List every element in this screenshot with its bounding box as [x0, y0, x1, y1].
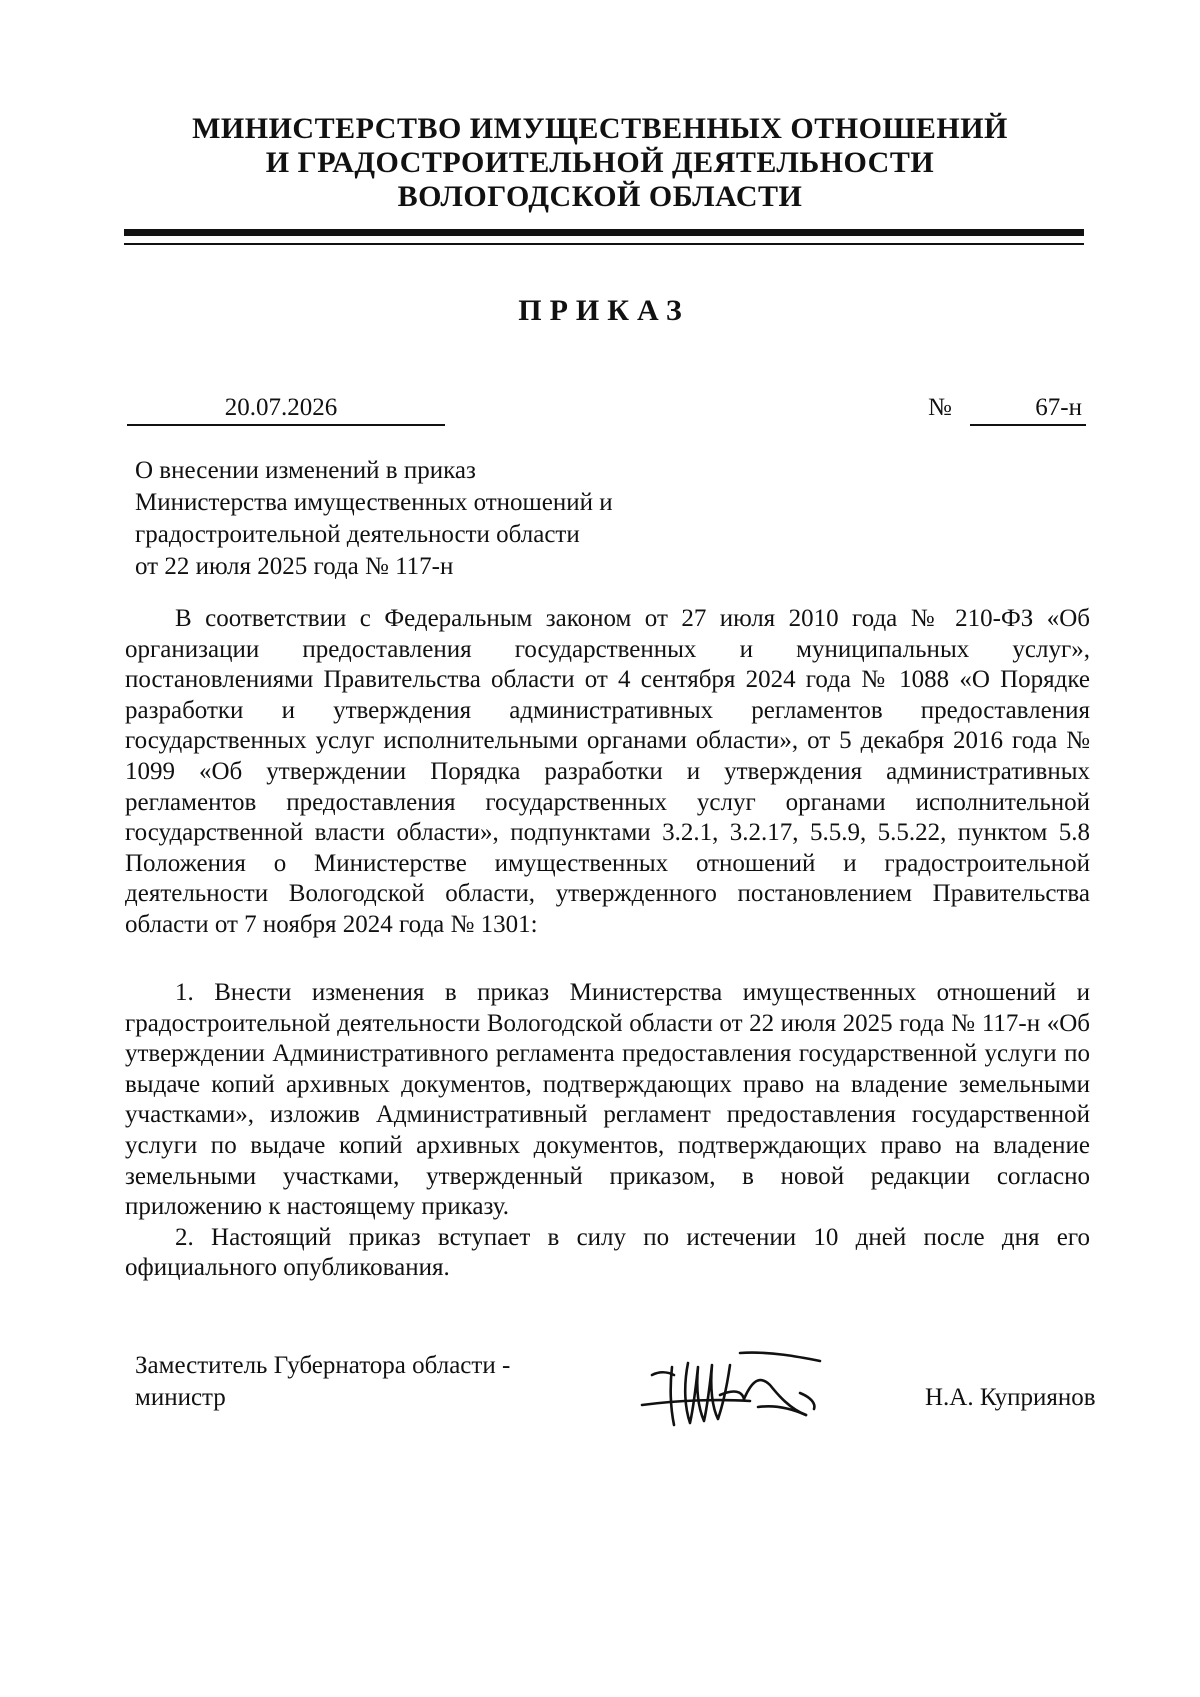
document-type-title: ПРИКАЗ	[518, 294, 690, 327]
ministry-header-line: ВОЛОГОДСКОЙ ОБЛАСТИ	[397, 180, 803, 213]
order-items	[125, 978, 1090, 1284]
signatory-position	[135, 1350, 510, 1414]
signatory-position-line: Заместитель Губернатора области -	[135, 1352, 511, 1379]
header-divider-thin	[124, 243, 1084, 245]
order-number-label: №	[928, 394, 952, 421]
ministry-header	[120, 112, 1080, 214]
signer-name: Н.А. Куприянов	[925, 1384, 1096, 1411]
signatory-position-line: министр	[135, 1384, 226, 1411]
order-item: 2. Настоящий приказ вступает в силу по истечении 10 дней после дня его официального опубликования.	[125, 1223, 1090, 1282]
order-subject-line: Министерства имущественных отношений и	[135, 489, 613, 516]
preamble-paragraph: В соответствии с Федеральным законом от 27 июля 2010 года № 210-ФЗ «Об организации предоставления государственных и муниципальных услуг», постановлениями Правительства области от 4 сентября 2024 года № 1088 «О Порядке разработки и утверждения административных регламентов предоставления государственных услуг исполнительными органами области», от 5 декабря 2016 года № 1099 «Об утверждении Порядка разработки и утверждения административных регламентов предоставления государственных услуг органами исполнительной государственной власти области», подпунктами 3.2.1, 3.2.17, 5.5.9, 5.5.22, пунктом 5.8 Положения о Министерстве имущественных отношений и градостроительной деятельности Вологодской области, утвержденного постановлением Правительства области от 7 ноября 2024 года № 1301:	[125, 605, 1090, 938]
order-subject-line: от 22 июля 2025 года № 117-н	[135, 553, 454, 580]
order-subject-line: О внесении изменений в приказ	[135, 457, 476, 484]
ministry-header-line: МИНИСТЕРСТВО ИМУЩЕСТВЕННЫХ ОТНОШЕНИЙ	[192, 112, 1008, 145]
order-subject-line: градостроительной деятельности области	[135, 521, 580, 548]
order-subject	[135, 455, 613, 583]
order-number: 67-н	[970, 392, 1086, 426]
ministry-header-line: И ГРАДОСТРОИТЕЛЬНОЙ ДЕЯТЕЛЬНОСТИ	[265, 146, 935, 179]
handwritten-signature	[640, 1345, 850, 1440]
preamble-block	[125, 604, 1090, 941]
order-date: 20.07.2026	[127, 392, 445, 426]
header-divider-thick	[124, 229, 1084, 236]
order-item: 1. Внести изменения в приказ Министерства имущественных отношений и градостроительной деятельности Вологодской области от 22 июля 2025 года № 117-н «Об утверждении Административного регламента предоставления государственной услуги по выдаче копий архивных документов, подтверждающих право на владение земельными участками», изложив Административный регламент предоставления государственной услуги по выдаче копий архивных документов, подтверждающих право на владение земельными участками, утвержденный приказом, в новой редакции согласно приложению к настоящему приказу.	[125, 979, 1090, 1221]
